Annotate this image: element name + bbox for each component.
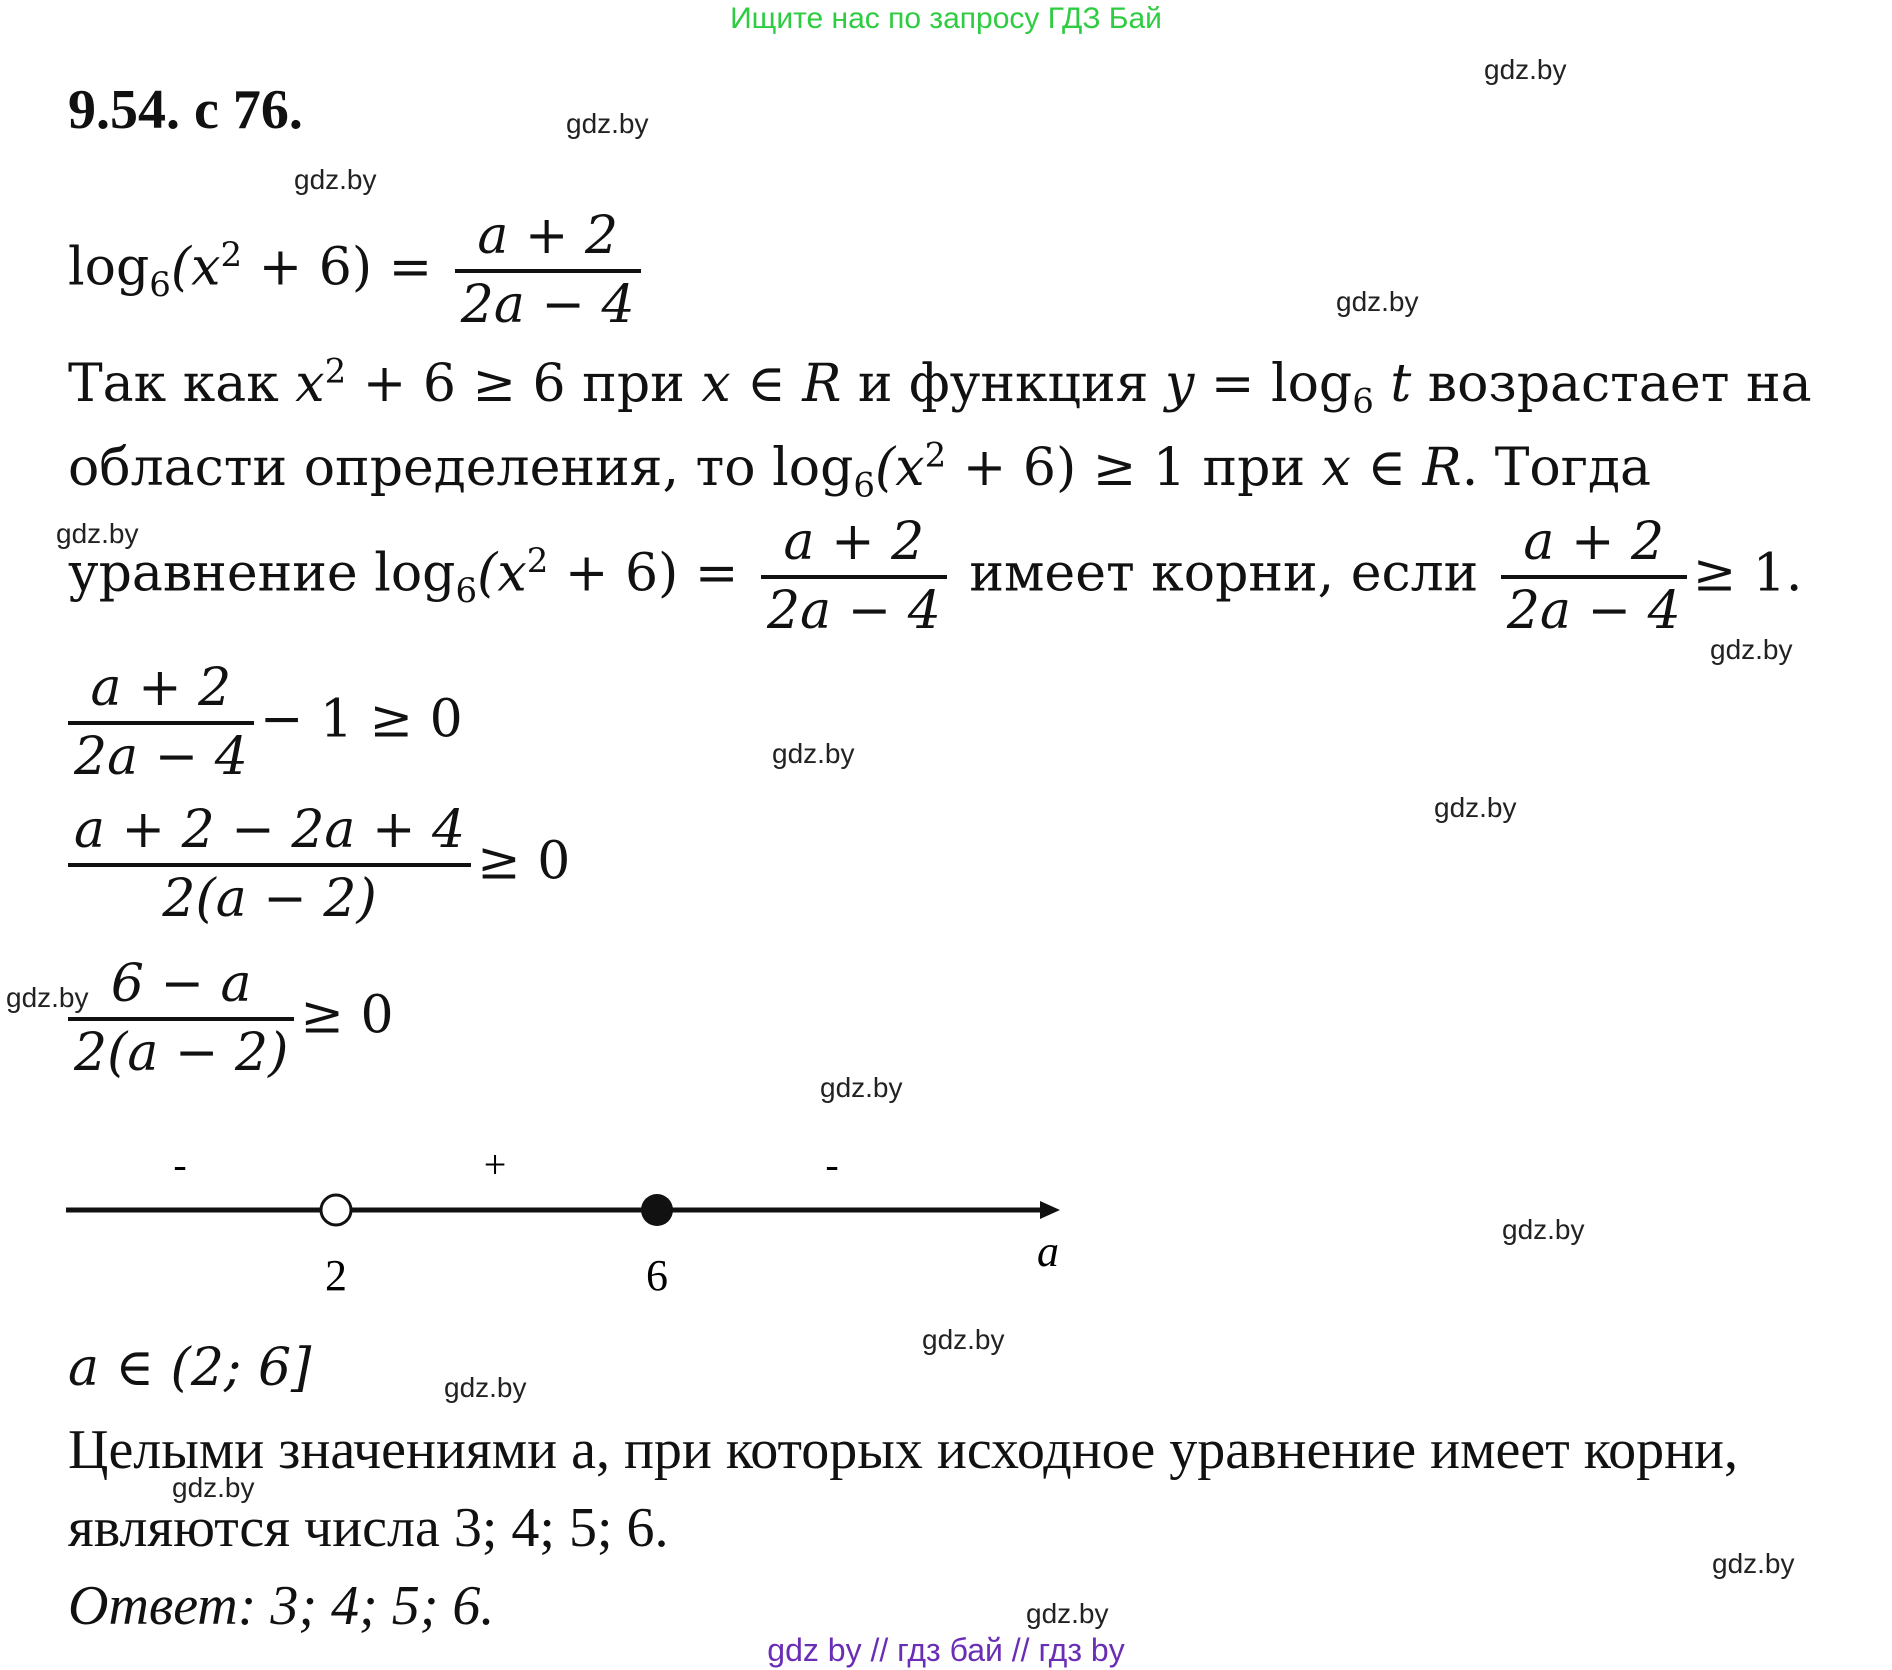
- axis-label: a: [1037, 1227, 1059, 1276]
- watermark: gdz.by: [1502, 1214, 1585, 1245]
- fraction: $\frac{6 - a}{2(a - 2)}$: [68, 952, 294, 1086]
- watermark: gdz.by: [294, 164, 377, 195]
- problem-title: 9.54. с 76.: [68, 79, 303, 141]
- conclusion-line-2: являются числа 3; 4; 5; 6.: [68, 1497, 669, 1559]
- watermark: gdz.by: [56, 518, 139, 549]
- text-line-1: Так как $x^2 + 6 \ge 6$ при x ∈ R и функция $y = \log_6 t$ возрастает на: [68, 351, 1812, 422]
- sign-minus-left: -: [173, 1142, 187, 1187]
- interval-result: a ∈ (2; 6]: [68, 1338, 312, 1398]
- step-2: $\frac{a + 2 - 2a + 4}{2(a - 2)}$ ≥ 0: [62, 798, 570, 932]
- watermark: gdz.by: [1712, 1548, 1795, 1579]
- watermark: gdz.by: [444, 1372, 527, 1403]
- watermark: gdz.by: [772, 738, 855, 769]
- fraction: $\frac{a + 2 - 2a + 4}{2(a - 2)}$: [68, 798, 471, 932]
- step-3: $\frac{6 - a}{2(a - 2)}$ ≥ 0: [62, 952, 394, 1086]
- answer: Ответ: 3; 4; 5; 6.: [68, 1575, 495, 1637]
- top-banner: Ищите нас по запросу ГДЗ Бай: [730, 2, 1162, 35]
- watermark: gdz.by: [172, 1472, 255, 1503]
- fraction: $\frac{a + 2}{2a - 4}$: [1501, 510, 1687, 644]
- step-1: $\frac{a + 2}{2a - 4}$ − 1 ≥ 0: [62, 656, 463, 790]
- filled-point-6: [641, 1194, 673, 1226]
- watermark: gdz.by: [820, 1072, 903, 1103]
- point-label-6: 6: [646, 1251, 668, 1300]
- equation-1: $\log_6(x^2 + 6)$ = $\frac{a + 2}{2a - 4}$: [68, 204, 647, 338]
- fraction: $\frac{a + 2}{2a - 4}$: [68, 656, 254, 790]
- fraction: $\frac{a + 2}{2a - 4}$: [455, 204, 641, 338]
- text-line-3: уравнение $\log_6(x^2 + 6)$ = $\frac{a + 2}{2a - 4}$ имеет корни, если $\frac{a + 2}{2a - 4}$ ≥ 1.: [68, 510, 1802, 644]
- watermark: gdz.by: [1484, 54, 1567, 85]
- watermark: gdz.by: [6, 982, 89, 1013]
- sign-minus-right: -: [825, 1142, 839, 1187]
- footer-links: gdz by // гдз бай // гдз by: [767, 1632, 1125, 1668]
- point-label-2: 2: [325, 1251, 347, 1300]
- watermark: gdz.by: [566, 108, 649, 139]
- open-point-2: [321, 1195, 351, 1225]
- watermark: gdz.by: [1434, 792, 1517, 823]
- conclusion-line-1: Целыми значениями a, при которых исходное уравнение имеет корни,: [68, 1419, 1739, 1481]
- fraction: $\frac{a + 2}{2a - 4}$: [761, 510, 947, 644]
- text-line-2: области определения, то $\log_6(x^2 + 6) \ge 1$ при x ∈ R. Тогда: [68, 435, 1651, 506]
- watermark: gdz.by: [922, 1324, 1005, 1355]
- watermark: gdz.by: [1710, 634, 1793, 665]
- watermark: gdz.by: [1026, 1598, 1109, 1629]
- watermark: gdz.by: [1336, 286, 1419, 317]
- axis-arrow-icon: [1040, 1201, 1060, 1219]
- sign-plus: +: [483, 1142, 507, 1187]
